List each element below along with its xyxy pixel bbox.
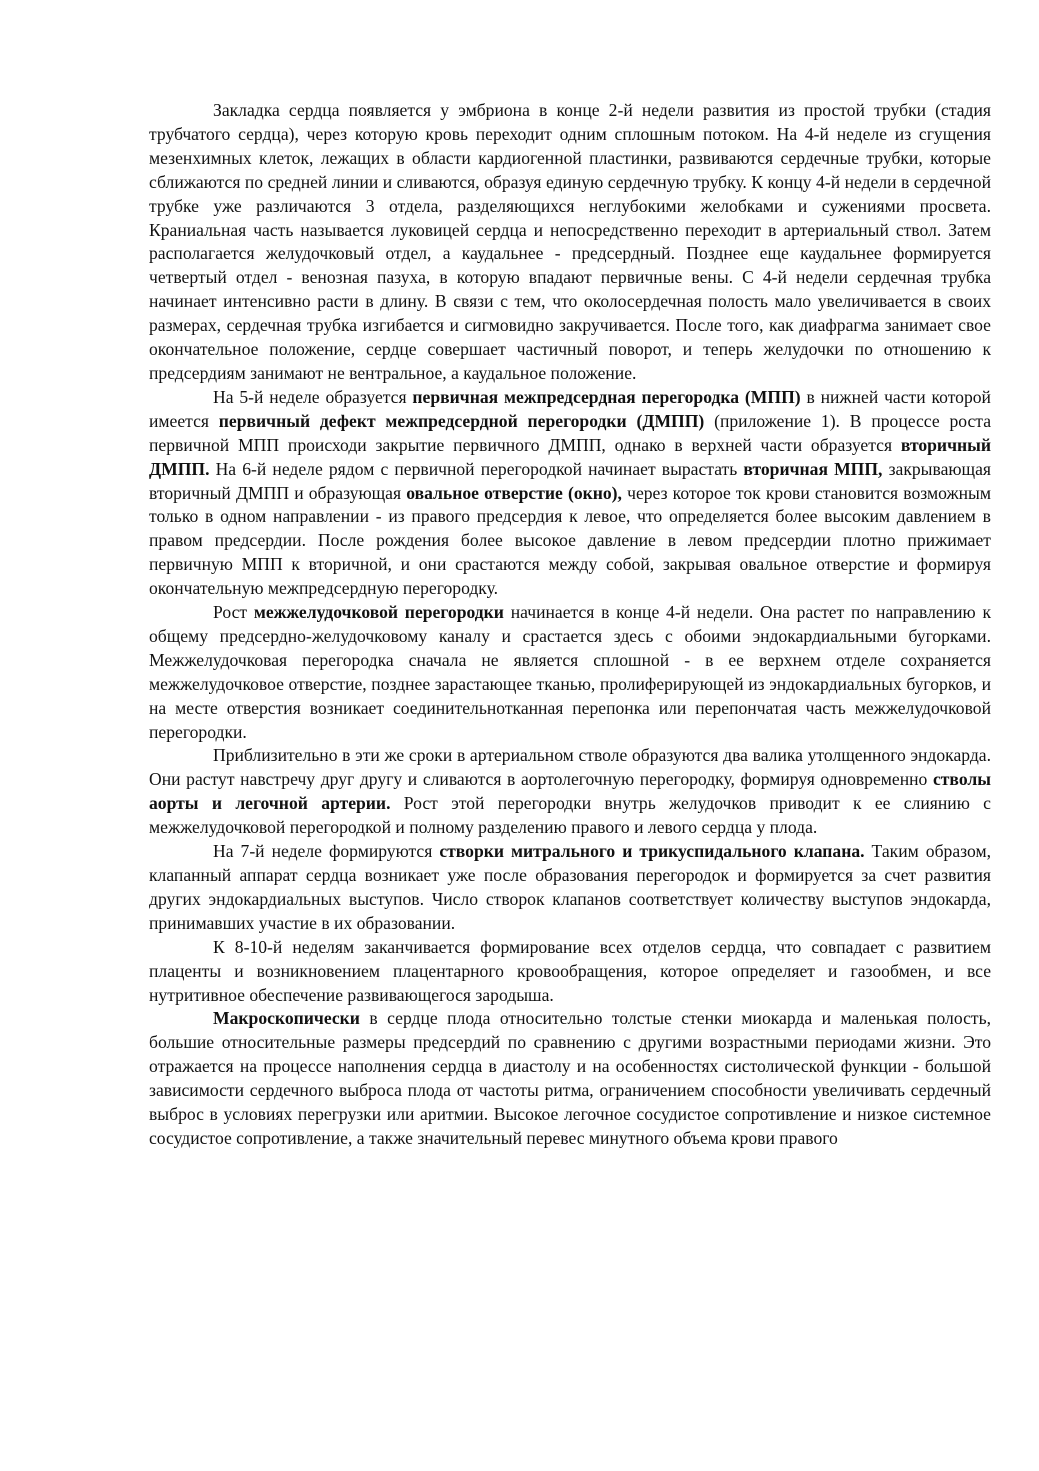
bold-term: первичная межпредсердная перегородка (МПП) (412, 386, 801, 407)
bold-term: вторичный ДМПП. (149, 434, 991, 479)
paragraph-text: На 7-й неделе формируются (213, 841, 440, 862)
bold-term: овальное отверстие (окно), (406, 482, 622, 503)
bold-term: стволы аорты и легочной артерии. (149, 769, 991, 814)
paragraph-text: в сердце плода относительно толстые стенки миокарда и маленькая полость, большие относительные размеры предсердий по сравнению с другими возрастными периодами жизни. Это отражается на процессе наполнения сердца в диастолу и на особенностях систолической функции - большой зависимости сердечного выброса плода от частоты ритма, ограничением способности увеличивать сердечный выброс в условиях перегрузки или аритмии. Высокое легочное сосудистое сопротивление и низкое системное сосудистое сопротивление, а также значительный перевес минутного объема крови правого (149, 1008, 991, 1148)
paragraph-text: Приблизительно в эти же сроки в артериальном стволе образуются два валика утолщенного эндокарда. Они растут навстречу друг другу и сливаются в аортолегочную перегородку, формируя одновременно (149, 745, 991, 790)
bold-term: створки митрального и трикуспидального клапана. (439, 841, 865, 862)
paragraph-text: начинается в конце 4-й недели. Она растет по направлению к общему предсердно-желудочковому каналу и срастается здесь с обоими эндокардиальными бугорками. Межжелудочковая перегородка сначала не является сплошной - в ее верхнем отделе сохраняется межжелудочковое отверстие, позднее зарастающее тканью, пролиферирующей из эндокардиальных бугорков, и на месте отверстия возникает соединительнотканная перепонка или перепончатая часть межжелудочковой перегородки. (149, 602, 991, 742)
paragraph-text: На 6-й неделе рядом с первичной перегородкой начинает вырастать (209, 458, 744, 479)
bold-term: Макроскопически (213, 1008, 360, 1029)
document-page (149, 99, 991, 1151)
paragraph-text: через которое ток крови становится возможным только в одном направлении - из правого предсердия к левое, что определяется более высоким давлением в правом предсердии. После рождения более высокое давление в левом предсердии плотно прижимает первичную МПП к вторичной, и они срастаются между собой, закрывая овальное отверстие и формируя окончательную межпредсердную перегородку. (149, 482, 991, 599)
body-paragraph (149, 744, 991, 840)
bold-term: первичный дефект межпредсердной перегородки (ДМПП) (218, 410, 705, 431)
bold-term: межжелудочковой перегородки (253, 602, 504, 623)
paragraph-text: в нижней части которой имеется (149, 386, 991, 431)
paragraph-text: К 8-10-й неделям заканчивается формирование всех отделов сердца, что совпадает с развитием плаценты и возникновением плацентарного кровообращения, которое определяет и газообмен, и все нутритивное обеспечение развивающегося зародыша. (149, 936, 991, 1005)
paragraph-text: Рост (213, 602, 254, 623)
body-paragraph (149, 840, 991, 936)
paragraph-text: закрывающая вторичный ДМПП и образующая (149, 458, 991, 503)
paragraph-text: Таким образом, клапанный аппарат сердца возникает уже после образования перегородок и формируется за счет развития других эндокардиальных выступов. Число створок клапанов соответствует количеству выступов эндокарда, принимавших участие в их образовании. (149, 841, 991, 933)
body-paragraph (149, 601, 991, 744)
body-paragraph (149, 936, 991, 1008)
paragraph-text: (приложение 1). В процессе роста первичной МПП происходи закрытие первичного ДМПП, однако в верхней части образуется (149, 410, 991, 455)
paragraph-text: Закладка сердца появляется у эмбриона в конце 2-й недели развития из простой трубки (стадия трубчатого сердца), через которую кровь переходит одним сплошным потоком. На 4-й неделе из сгущения мезенхимных клеток, лежащих в области кардиогенной пластинки, развиваются сердечные трубки, которые сближаются по средней линии и сливаются, образуя единую сердечную трубку. К концу 4-й недели в сердечной трубке уже различаются 3 отдела, разделяющихся неглубокими желобками и сужениями просвета. Краниальная часть называется луковицей сердца и непосредственно переходит в артериальный ствол. Затем располагается желудочковый отдел, а каудальнее - предсердный. Позднее еще каудальнее формируется четвертый отдел - венозная пазуха, в которую впадают первичные вены. С 4-й недели сердечная трубка начинает интенсивно расти в длину. В связи с тем, что околосердечная полость мало увеличивается в своих размерах, сердечная трубка изгибается и сигмовидно закручивается. После того, как диафрагма занимает свое окончательное положение, сердце совершает частичный поворот, и теперь желудочки по отношению к предсердиям занимают не вентральное, а каудальное положение. (149, 100, 991, 383)
paragraph-text: На 5-й неделе образуется (213, 386, 413, 407)
body-paragraph (149, 1007, 991, 1150)
body-paragraph (149, 386, 991, 601)
bold-term: вторичная МПП, (743, 458, 883, 479)
paragraph-text: Рост этой перегородки внутрь желудочков приводит к ее слиянию с межжелудочковой перегородкой и полному разделению правого и левого сердца у плода. (149, 793, 991, 838)
body-paragraph (149, 99, 991, 386)
